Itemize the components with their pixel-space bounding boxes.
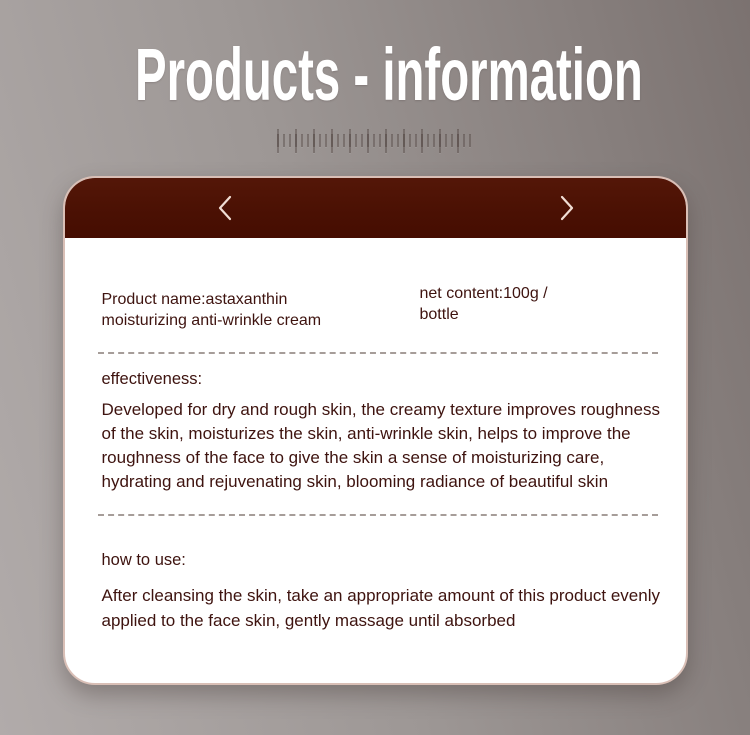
- ruler-ticks-decoration: [277, 129, 473, 153]
- product-summary-row: [101, 284, 658, 332]
- product-info-card: [63, 176, 688, 685]
- chevron-right-icon: [558, 194, 576, 222]
- section-how-to-use: [102, 550, 658, 633]
- card-header: [65, 178, 686, 238]
- page-title: Products - information: [135, 33, 643, 116]
- product-info-page: [0, 34, 750, 735]
- next-arrow-button[interactable]: [550, 191, 584, 225]
- effectiveness-heading: effectiveness:: [101, 370, 203, 389]
- product-name-text: Product name:astaxanthin moisturizing anti-wrinkle cream: [101, 290, 322, 330]
- section-effectiveness: [102, 369, 658, 494]
- how-to-use-body: After cleansing the skin, take an appropriate amount of this product evenly applied to the face skin, gently massage until absorbed: [101, 586, 660, 630]
- card-body: [65, 238, 686, 633]
- effectiveness-body: Developed for dry and rough skin, the creamy texture improves roughness of the skin, moisturizes the skin, anti-wrinkle skin, helps to improve the roughness of the face to give the skin a sense of moisturizing care, hydrating and rejuvenating skin, blooming radiance of beautiful skin: [101, 399, 660, 491]
- prev-arrow-button[interactable]: [208, 191, 242, 225]
- divider: [98, 352, 658, 354]
- how-to-use-heading: how to use:: [101, 551, 186, 569]
- chevron-left-icon: [216, 194, 234, 222]
- divider: [98, 514, 658, 516]
- net-content-text: net content:100g / bottle: [419, 284, 548, 324]
